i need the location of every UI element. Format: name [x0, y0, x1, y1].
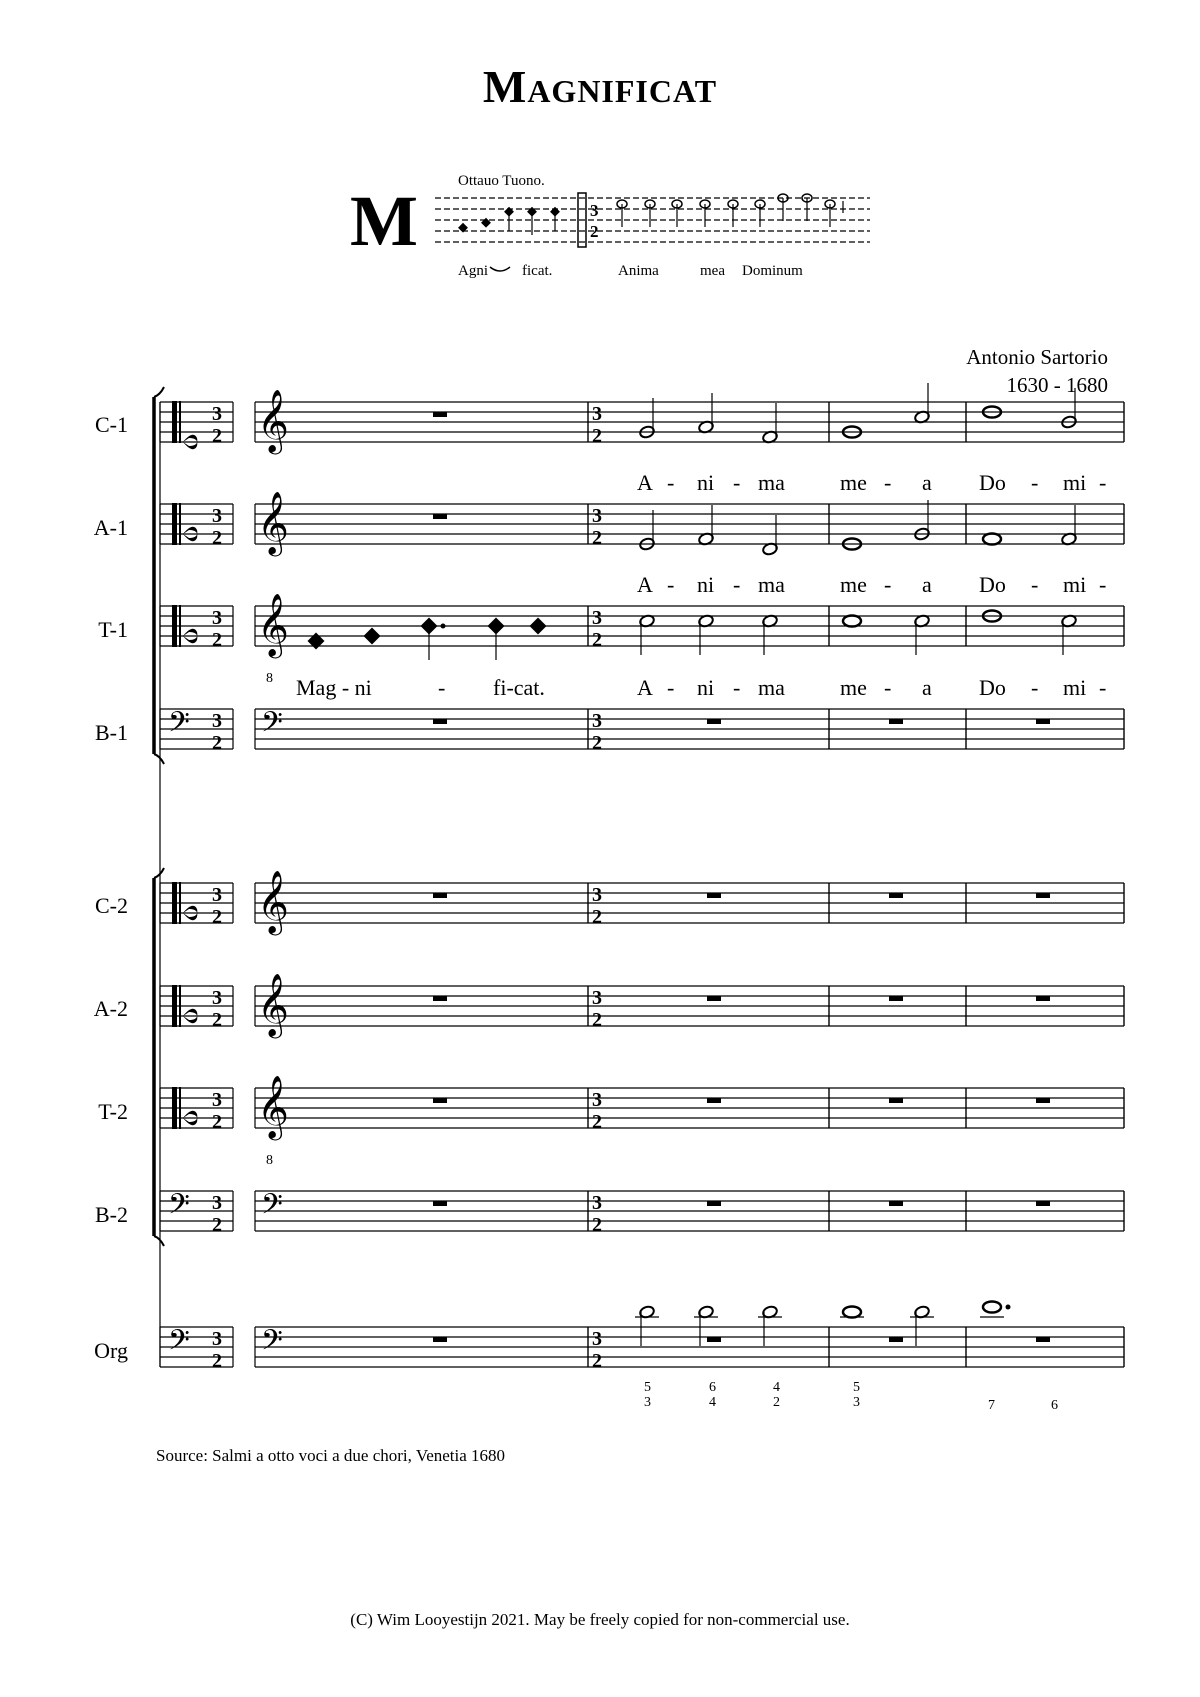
svg-text:3: 3: [590, 201, 599, 220]
lyric-c1-me: me: [840, 470, 867, 495]
c-clef-icon: [172, 401, 177, 443]
time-sig-bottom: 2: [592, 1111, 602, 1133]
part-label-t2: T-2: [98, 1099, 128, 1124]
lyric-t1-h0: -: [438, 675, 446, 700]
note-t1: [843, 616, 861, 627]
lyric-a1-a2: a: [922, 572, 932, 597]
time-sig-top: 3: [212, 1328, 222, 1350]
c-clef-icon: [172, 1087, 177, 1129]
time-sig-bottom: 2: [592, 1350, 602, 1372]
c-clef-icon: [179, 503, 181, 545]
c-clef-icon: [179, 1087, 181, 1129]
time-sig-bottom: 2: [212, 1350, 222, 1372]
lyric-t1-h2: -: [733, 675, 741, 700]
incipit-syl-2: ficat.: [522, 263, 553, 279]
rest: [433, 893, 447, 898]
lyric-c1-mi: mi: [1063, 470, 1087, 495]
rest: [433, 1337, 447, 1342]
lyric-a1-h4: -: [1031, 572, 1039, 597]
dot: [441, 624, 446, 629]
time-sig-top: 3: [212, 987, 222, 1009]
lyric-a1-h2: -: [733, 572, 741, 597]
lyric-a1-do: Do: [979, 572, 1006, 597]
lyric-a1-h1: -: [667, 572, 675, 597]
c-clef-icon: [172, 605, 177, 647]
lyric-t1-h4: -: [1031, 675, 1039, 700]
lyric-t1-do: Do: [979, 675, 1006, 700]
part-label-t1: T-1: [98, 617, 128, 642]
rest: [889, 719, 903, 724]
time-sig-bottom: 2: [212, 1111, 222, 1133]
lyric-t1-me: me: [840, 675, 867, 700]
figure-3-upper: 4: [773, 1380, 780, 1395]
incipit-syl-5: Dominum: [742, 263, 803, 279]
lyric-t1-h5: -: [1099, 675, 1107, 700]
rest: [889, 1098, 903, 1103]
rest: [1036, 893, 1050, 898]
treble-clef-icon: 𝄞: [257, 391, 289, 451]
copyright-note: (C) Wim Looyestijn 2021. May be freely copied for non-commercial use.: [350, 1610, 850, 1629]
time-sig-bottom: 2: [592, 732, 602, 754]
lyric-c1-h2: -: [733, 470, 741, 495]
page-title: Magnificat: [482, 61, 718, 112]
time-sig-bottom: 2: [212, 906, 222, 928]
note-t1: [364, 628, 381, 645]
time-sig-top: 3: [592, 403, 602, 425]
time-sig-top: 3: [212, 505, 222, 527]
part-label-c1: C-1: [95, 412, 128, 437]
lyric-c1-ni: ni: [697, 470, 715, 495]
part-label-a1: A-1: [93, 515, 128, 540]
time-sig-top: 3: [212, 1192, 222, 1214]
note-t1: [308, 633, 325, 650]
incipit-syl-1: Agni: [458, 263, 488, 279]
c-clef-icon: [172, 882, 177, 924]
time-sig-bottom: 2: [212, 732, 222, 754]
lyric-a1-me: me: [840, 572, 867, 597]
c-clef-icon: [179, 401, 181, 443]
lyric-c1-h4: -: [1031, 470, 1039, 495]
octave-8-mark: 8: [266, 1153, 273, 1168]
lyric-c1-a2: a: [922, 470, 932, 495]
lyric-t1-a2: a: [922, 675, 932, 700]
rest: [889, 1201, 903, 1206]
dot: [1006, 1305, 1011, 1310]
f-clef-icon: 𝄢: [168, 708, 190, 745]
treble-clef-icon: 𝄞: [257, 872, 289, 932]
incipit-syl-3: Anima: [618, 263, 659, 279]
bass-clef-icon: 𝄢: [261, 1190, 283, 1227]
lyric-c1-h5: -: [1099, 470, 1107, 495]
figure-1-lower: 3: [644, 1395, 651, 1410]
time-sig-top: 3: [592, 710, 602, 732]
time-sig-bottom: 2: [592, 906, 602, 928]
part-label-b1: B-1: [95, 720, 128, 745]
note-org: [843, 1307, 861, 1318]
lyric-c1-a: A: [637, 470, 653, 495]
choir-2-bracket: [154, 1236, 164, 1246]
rest: [889, 996, 903, 1001]
time-sig-top: 3: [212, 1089, 222, 1111]
rest: [1036, 996, 1050, 1001]
rest: [889, 1337, 903, 1342]
rest: [1036, 1098, 1050, 1103]
time-sig-bottom: 2: [592, 425, 602, 447]
lyric-c1-h1: -: [667, 470, 675, 495]
rest: [433, 1201, 447, 1206]
figure-4-upper: 5: [853, 1380, 860, 1395]
part-label-a2: A-2: [93, 996, 128, 1021]
svg-text:2: 2: [590, 222, 599, 241]
figure-5: 7: [988, 1398, 995, 1413]
c-clef-icon: [179, 605, 181, 647]
rest: [707, 1337, 721, 1342]
choir-1-bracket: [154, 754, 164, 764]
time-sig-top: 3: [592, 1089, 602, 1111]
choir-1-bracket: [154, 387, 164, 397]
time-sig-bottom: 2: [592, 1009, 602, 1031]
rest: [433, 514, 447, 519]
lyric-a1-h5: -: [1099, 572, 1107, 597]
treble-clef-icon: 𝄞: [257, 975, 289, 1035]
time-sig-top: 3: [592, 505, 602, 527]
lyric-a1-mi: mi: [1063, 572, 1087, 597]
figure-1-upper: 5: [644, 1380, 651, 1395]
time-sig-top: 3: [592, 1328, 602, 1350]
choir-2-bracket: [154, 868, 164, 878]
rest: [433, 996, 447, 1001]
bass-clef-icon: 𝄢: [261, 708, 283, 745]
time-sig-bottom: 2: [212, 527, 222, 549]
figure-3-lower: 2: [773, 1395, 780, 1410]
lyric-t1-ma: ma: [758, 675, 785, 700]
source-note: Source: Salmi a otto voci a due chori, Venetia 1680: [156, 1446, 506, 1465]
time-sig-bottom: 2: [212, 1214, 222, 1236]
lyric-t1-h3: -: [884, 675, 892, 700]
time-sig-top: 3: [592, 1192, 602, 1214]
part-label-org: Org: [94, 1338, 128, 1363]
time-sig-top: 3: [212, 403, 222, 425]
rest: [707, 996, 721, 1001]
time-sig-top: 3: [212, 607, 222, 629]
figure-4-lower: 3: [853, 1395, 860, 1410]
f-clef-icon: 𝄢: [168, 1190, 190, 1227]
time-sig-bottom: 2: [212, 425, 222, 447]
incipit-initial: M: [350, 181, 418, 261]
lyric-t1-h1: -: [667, 675, 675, 700]
rest: [433, 412, 447, 417]
c-clef-icon: [179, 985, 181, 1027]
lyric-c1-ma: ma: [758, 470, 785, 495]
part-label-c2: C-2: [95, 893, 128, 918]
rest: [707, 719, 721, 724]
f-clef-icon: 𝄢: [168, 1326, 190, 1363]
rest: [707, 893, 721, 898]
time-sig-bottom: 2: [592, 629, 602, 651]
rest: [1036, 719, 1050, 724]
rest: [1036, 1337, 1050, 1342]
lyric-t1-ficat: fi-cat.: [493, 675, 545, 700]
treble-clef-icon: 𝄞: [257, 493, 289, 553]
rest: [707, 1098, 721, 1103]
treble-clef-icon: 𝄞: [257, 595, 289, 655]
rest: [1036, 1201, 1050, 1206]
time-sig-top: 3: [592, 987, 602, 1009]
composer-name: Antonio Sartorio: [966, 345, 1108, 369]
rest: [889, 893, 903, 898]
time-sig-top: 3: [592, 607, 602, 629]
figure-2-lower: 4: [709, 1395, 716, 1410]
lyric-c1-do: Do: [979, 470, 1006, 495]
incipit-syl-4: mea: [700, 263, 725, 279]
time-sig-bottom: 2: [592, 527, 602, 549]
lyric-c1-h3: -: [884, 470, 892, 495]
note-a1: [983, 534, 1001, 545]
figure-2-upper: 6: [709, 1380, 716, 1395]
lyric-a1-a: A: [637, 572, 653, 597]
lyric-t1-ni: ni: [697, 675, 715, 700]
lyric-t1-mi: mi: [1063, 675, 1087, 700]
bass-clef-icon: 𝄢: [261, 1326, 283, 1363]
lyric-a1-ni: ni: [697, 572, 715, 597]
time-sig-bottom: 2: [592, 1214, 602, 1236]
lyric-t1-magni: Mag - ni: [296, 675, 372, 700]
lyric-a1-h3: -: [884, 572, 892, 597]
c-clef-icon: [172, 503, 177, 545]
part-label-b2: B-2: [95, 1202, 128, 1227]
rest: [707, 1201, 721, 1206]
rest: [433, 719, 447, 724]
c-clef-icon: [179, 882, 181, 924]
time-sig-top: 3: [592, 884, 602, 906]
time-sig-top: 3: [212, 710, 222, 732]
rest: [433, 1098, 447, 1103]
lyric-a1-ma: ma: [758, 572, 785, 597]
figure-6: 6: [1051, 1398, 1058, 1413]
incipit-heading: Ottauo Tuono.: [458, 173, 545, 189]
octave-8-mark: 8: [266, 671, 273, 686]
lyric-t1-a: A: [637, 675, 653, 700]
composer-dates: 1630 - 1680: [1006, 373, 1108, 397]
treble-clef-icon: 𝄞: [257, 1077, 289, 1137]
time-sig-bottom: 2: [212, 629, 222, 651]
time-sig-bottom: 2: [212, 1009, 222, 1031]
note-t1: [530, 618, 547, 635]
note-org: [983, 1302, 1001, 1313]
time-sig-top: 3: [212, 884, 222, 906]
c-clef-icon: [172, 985, 177, 1027]
